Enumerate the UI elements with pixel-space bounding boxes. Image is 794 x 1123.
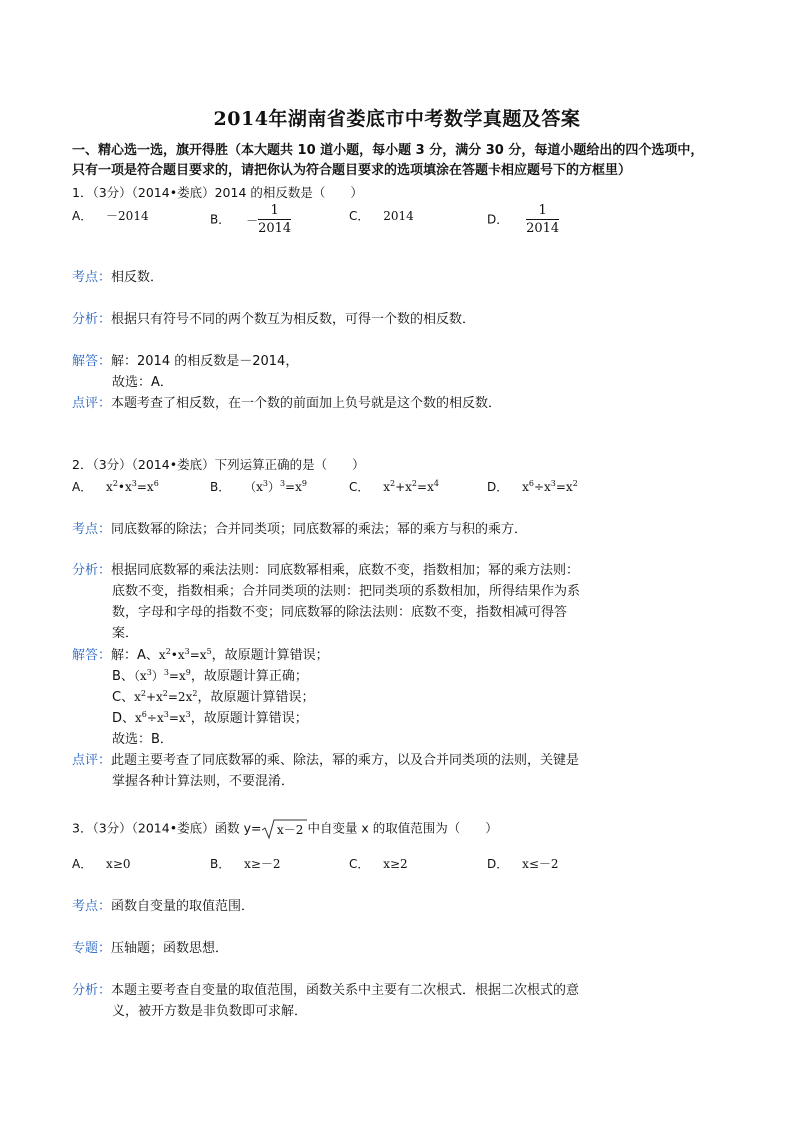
q3-fenxi-label: 分析： [72, 983, 112, 998]
q1-option-b-numerator: 1 [258, 203, 291, 220]
q2-jieda [72, 644, 329, 663]
q3-zhuanti-text: 压轴题；函数思想． [111, 941, 229, 956]
q3-option-d [487, 855, 559, 872]
q2-jieda-c-expr: $x^2+x^2=2x^2$ [134, 689, 198, 704]
q2-jieda-b [112, 665, 308, 684]
q2-fenxi [72, 559, 579, 578]
q1-option-d-label: D． [487, 212, 509, 227]
q1-option-c-text: 2014 [383, 209, 414, 223]
q2-jieda-d-expr: $x^6\div x^3=x^3$ [135, 710, 191, 725]
q3-kaodian [72, 895, 254, 914]
q3-option-c-label: C． [349, 857, 370, 871]
q2-jieda-b-pre: B、 [112, 669, 134, 684]
q1-kaodian [72, 266, 163, 285]
q3-sqrt-expression [261, 818, 307, 840]
q1-option-c [349, 207, 414, 224]
q3-stem-pre: 3．（3分）（2014•娄底）函数 y= [72, 820, 262, 836]
radical-sign-icon [261, 818, 307, 840]
q2-jieda-d-post: ，故原题计算错误； [190, 711, 308, 726]
q3-kaodian-text: 函数自变量的取值范围． [111, 899, 255, 914]
q1-option-a [72, 207, 149, 224]
q1-option-b [210, 203, 291, 237]
q2-dianping [72, 749, 579, 768]
q2-option-b [210, 478, 307, 495]
q3-fenxi-line1: 本题主要考查自变量的取值范围，函数关系中主要有二次根式．根据二次根式的意 [111, 983, 580, 998]
q1-fenxi [72, 308, 475, 327]
q1-jieda-line1: 解：2014 的相反数是－2014， [111, 354, 299, 369]
q2-jieda-c-post: ，故原题计算错误； [197, 690, 315, 705]
q3-option-a [72, 855, 131, 872]
q2-fenxi-label: 分析： [72, 563, 112, 578]
q1-option-a-label: A． [72, 209, 93, 223]
q2-option-a-label: A． [72, 480, 93, 494]
q2-jieda-end: 故选：B． [112, 732, 173, 747]
q2-jieda-b-post: ，故原题计算正确； [190, 669, 308, 684]
q2-dianping-line1: 此题主要考查了同底数幂的乘、除法，幂的乘方，以及合并同类项的法则，关键是 [111, 753, 580, 768]
q3-fenxi-line2: 义，被开方数是非负数即可求解． [112, 1004, 308, 1019]
q1-option-d-fraction [526, 203, 559, 237]
q1-option-b-sign: － [246, 213, 259, 228]
q1-stem: 1．（3分）（2014•娄底）2014 的相反数是（ ） [72, 185, 363, 200]
q2-jieda-a-pre: 解：A、 [111, 648, 159, 663]
q2-option-c-expr: $x^2+x^2=x^4$ [383, 479, 439, 494]
q2-kaodian [72, 518, 527, 537]
q1-jieda-line2: 故选：A． [112, 375, 173, 390]
q3-option-b-label: B． [210, 857, 231, 871]
q3-option-a-label: A． [72, 857, 93, 871]
q2-option-a [72, 478, 159, 495]
q1-kaodian-text: 相反数． [111, 270, 164, 285]
q1-option-d-denominator: 2014 [526, 221, 560, 236]
q3-kaodian-label: 考点： [72, 899, 112, 914]
q2-option-c-label: C． [349, 480, 370, 494]
q1-option-d [487, 203, 559, 237]
q1-option-a-text: －2014 [106, 209, 149, 223]
q3-fenxi [72, 979, 579, 998]
q2-stem: 2．（3分）（2014•娄底）下列运算正确的是（ ） [72, 457, 365, 472]
q2-option-d-label: D． [487, 480, 509, 494]
q3-option-d-text: x≤－2 [522, 857, 559, 871]
q2-fenxi-line4: 案． [112, 626, 139, 641]
q2-option-d-expr: $x^6\div x^3=x^2$ [522, 479, 578, 494]
q1-fenxi-text: 根据只有符号不同的两个数互为相反数，可得一个数的相反数． [111, 312, 476, 327]
q3-radicand: x－2 [277, 823, 304, 837]
section-heading-line2: 只有一项是符合题目要求的，请把你认为符合题目要求的选项填涂在答题卡相应题号下的方框里） [72, 163, 632, 178]
page-title: 2014年湖南省娄底市中考数学真题及答案 [213, 108, 581, 130]
q2-option-c [349, 478, 439, 495]
q2-option-b-expr: $(x^3)^3=x^9$ [244, 479, 307, 494]
q1-dianping [72, 392, 501, 411]
q2-jieda-label: 解答： [72, 648, 112, 663]
q3-stem [72, 818, 498, 840]
q1-jieda-label: 解答： [72, 354, 112, 369]
q1-dianping-label: 点评： [72, 396, 112, 411]
q2-fenxi-line1: 根据同底数幂的乘法法则：同底数幂相乘，底数不变，指数相加；幂的乘方法则： [111, 563, 580, 578]
q3-option-c [349, 855, 408, 872]
section-heading-line1: 一、精心选一选，旗开得胜（本大题共 10 道小题，每小题 3 分，满分 30 分，每道小题给出的四个选项中， [72, 143, 704, 158]
q3-option-c-text: x≥2 [383, 857, 408, 871]
q2-jieda-c [112, 686, 314, 705]
q3-option-a-text: x≥0 [106, 857, 131, 871]
q1-jieda [72, 350, 298, 369]
q2-jieda-b-expr: $(x^3)^3=x^9$ [133, 668, 191, 683]
q3-option-b-text: x≥－2 [244, 857, 281, 871]
q2-option-a-expr: $x^2•x^3=x^6$ [106, 479, 159, 494]
q1-option-b-label: B． [210, 212, 231, 227]
q3-option-d-label: D． [487, 857, 509, 871]
q1-option-b-fraction [258, 203, 291, 237]
q2-dianping-line2: 掌握各种计算法则，不要混淆． [112, 774, 295, 789]
q2-option-b-label: B． [210, 480, 231, 494]
q1-dianping-text: 本题考查了相反数，在一个数的前面加上负号就是这个数的相反数． [111, 396, 502, 411]
q2-fenxi-line3: 数，字母和字母的指数不变；同底数幂的除法法则：底数不变，指数相减可得答 [112, 605, 568, 620]
q1-option-c-label: C． [349, 209, 370, 223]
q2-jieda-a-expr: $x^2•x^3=x^5$ [158, 647, 212, 662]
q1-option-d-numerator: 1 [526, 203, 559, 220]
q3-zhuanti-label: 专题： [72, 941, 112, 956]
q3-stem-post: 中自变量 x 的取值范围为（ ） [307, 820, 498, 836]
q2-kaodian-label: 考点： [72, 522, 112, 537]
q2-kaodian-text: 同底数幂的除法；合并同类项；同底数幂的乘法；幂的乘方与积的乘方． [111, 522, 528, 537]
q2-jieda-c-pre: C、 [112, 690, 135, 705]
q2-fenxi-line2: 底数不变，指数相乘；合并同类项的法则：把同类项的系数相加，所得结果作为系 [112, 584, 581, 599]
q2-option-d [487, 478, 578, 495]
q1-kaodian-label: 考点： [72, 270, 112, 285]
q1-fenxi-label: 分析： [72, 312, 112, 327]
q3-zhuanti [72, 937, 228, 956]
q2-jieda-a-post: ，故原题计算错误； [211, 648, 329, 663]
q2-jieda-d-pre: D、 [112, 711, 136, 726]
q3-option-b [210, 855, 281, 872]
q2-dianping-label: 点评： [72, 753, 112, 768]
q2-jieda-d [112, 707, 308, 726]
q1-option-b-denominator: 2014 [258, 221, 292, 236]
